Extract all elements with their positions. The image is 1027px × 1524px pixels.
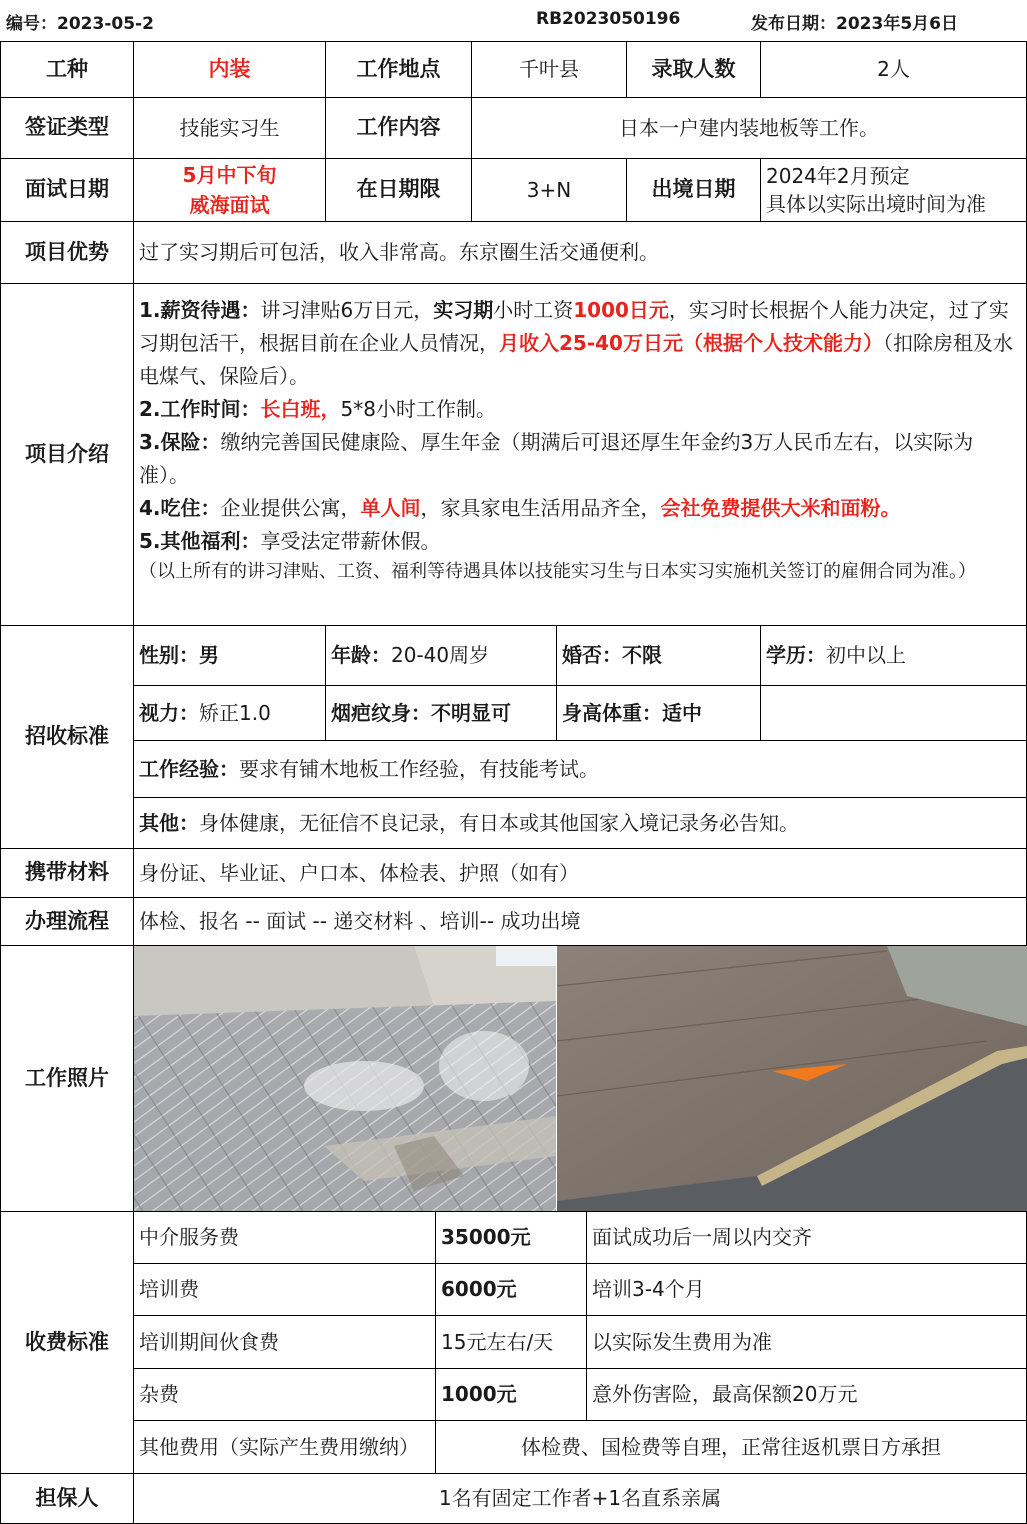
education-cell xyxy=(761,626,1027,686)
work-place-value: 千叶县 xyxy=(472,42,627,98)
height-weight-value: 适中 xyxy=(662,700,702,725)
gender-value: 男 xyxy=(199,643,219,668)
guarantor-text: 1名有固定工作者+1名直系亲属 xyxy=(134,1474,1027,1524)
housing-apartment: 企业提供公寓， xyxy=(220,496,361,520)
fee-item: 培训费 xyxy=(134,1264,436,1316)
floor-photo-1 xyxy=(134,946,556,1211)
insurance-heading: 3.保险： xyxy=(139,430,221,454)
education-value: 初中以上 xyxy=(826,643,906,668)
intro-welfare xyxy=(139,525,1020,558)
marriage-key: 婚否： xyxy=(562,643,622,668)
interview-date-line: 5月中下旬 xyxy=(182,163,277,187)
height-weight-key: 身高体重： xyxy=(562,700,662,725)
experience-key: 工作经验： xyxy=(139,756,239,781)
fee-item: 培训期间伙食费 xyxy=(134,1316,436,1369)
vision-cell xyxy=(134,686,326,741)
insurance-text: 缴纳完善国民健康险、厚生年金（期满后可退还厚生年金约3万人民币左右，以实际为准）。 xyxy=(139,430,974,487)
visa-type-label: 签证类型 xyxy=(1,98,134,159)
fees-label: 收费标准 xyxy=(1,1212,134,1474)
salary-allowance: 讲习津贴6万日元， xyxy=(260,298,434,322)
fee-item: 杂费 xyxy=(134,1369,436,1421)
hire-count-value: 2人 xyxy=(761,42,1027,98)
gender-key: 性别： xyxy=(139,643,199,668)
standard-label: 招收标准 xyxy=(1,626,134,849)
fee-note: 培训3-4个月 xyxy=(587,1264,1027,1316)
salary-desc: ，实习时长根据个人能力决定，过了实习期包活干，根据目前在企业人员情况， xyxy=(139,298,1009,355)
departure-note-line: 具体以实际出境时间为准 xyxy=(766,192,986,216)
height-weight-cell xyxy=(557,686,761,741)
intro-salary xyxy=(139,294,1020,393)
age-key: 年龄： xyxy=(331,643,391,668)
intro-housing xyxy=(139,492,1020,525)
age-value: 20-40周岁 xyxy=(391,643,490,668)
interview-place-line: 威海面试 xyxy=(189,193,270,217)
floor-photo-2 xyxy=(557,946,1027,1211)
fee-amount: 15元左右/天 xyxy=(436,1316,587,1369)
intro-content xyxy=(134,284,1027,626)
welfare-heading: 5.其他福利： xyxy=(139,529,261,553)
age-cell xyxy=(326,626,557,686)
housing-furnished: ，家具家电生活用品齐全， xyxy=(420,496,661,520)
laminate-floor-image xyxy=(557,946,1027,1211)
work-place-label: 工作地点 xyxy=(326,42,472,98)
education-key: 学历： xyxy=(766,643,826,668)
advantage-text: 过了实习期后可包活，收入非常高。东京圈生活交通便利。 xyxy=(134,222,1027,284)
process-label: 办理流程 xyxy=(1,898,134,946)
housing-heading: 4.吃住： xyxy=(139,496,221,520)
work-content-label: 工作内容 xyxy=(326,98,472,159)
salary-monthly: 月收入25-40万日元（根据个人技术能力） xyxy=(499,331,883,355)
process-text: 体检、报名 -- 面试 -- 递交材料 、培训-- 成功出境 xyxy=(134,898,1027,946)
vision-key: 视力： xyxy=(139,700,199,725)
tattoo-key: 烟疤纹身： xyxy=(331,700,431,725)
housing-single-room: 单人间 xyxy=(360,496,421,520)
welfare-text: 享受法定带薪休假。 xyxy=(260,529,441,553)
vision-value: 矫正1.0 xyxy=(199,700,271,725)
marriage-value: 不限 xyxy=(622,643,662,668)
hours-shift: 长白班， xyxy=(260,397,341,421)
other-req-value: 身体健康，无征信不良记录，有日本或其他国家入境记录务必告知。 xyxy=(199,810,799,835)
gender-cell xyxy=(134,626,326,686)
marriage-cell xyxy=(557,626,761,686)
interview-date-label: 面试日期 xyxy=(1,159,134,222)
tattoo-value: 不明显可 xyxy=(431,700,511,725)
salary-hourly-label: 小时工资 xyxy=(493,298,574,322)
hours-system: 5*8小时工作制。 xyxy=(340,397,496,421)
fee-item: 中介服务费 xyxy=(134,1212,436,1264)
photos-label: 工作照片 xyxy=(1,946,134,1212)
salary-period: 实习期 xyxy=(433,298,494,322)
interview-date-value xyxy=(134,159,326,222)
hire-count-label: 录取人数 xyxy=(627,42,761,98)
fee-amount: 6000元 xyxy=(436,1264,587,1316)
advantage-label: 项目优势 xyxy=(1,222,134,284)
salary-heading: 1.薪资待遇： xyxy=(139,298,261,322)
work-content-value: 日本一户建内装地板等工作。 xyxy=(472,98,1027,159)
fee-amount: 1000元 xyxy=(436,1369,587,1421)
tattoo-cell xyxy=(326,686,557,741)
job-type-label: 工种 xyxy=(1,42,134,98)
departure-date-line: 2024年2月预定 xyxy=(766,164,910,188)
salary-deduction-note: （扣除房租及水电煤气、保险后）。 xyxy=(139,331,1013,388)
experience-value: 要求有铺木地板工作经验，有技能考试。 xyxy=(239,756,599,781)
materials-text: 身份证、毕业证、户口本、体检表、护照（如有） xyxy=(134,849,1027,898)
other-req-key: 其他： xyxy=(139,810,199,835)
fee-other-note: 体检费、国检费等自理，正常往返机票日方承担 xyxy=(436,1421,1027,1474)
hours-heading: 2.工作时间： xyxy=(139,397,261,421)
term-value: 3+N xyxy=(472,159,627,222)
fee-amount: 35000元 xyxy=(436,1212,587,1264)
intro-hours xyxy=(139,393,1020,426)
intro-note: （以上所有的讲习津贴、工资、福利等待遇具体以技能实习生与日本实习实施机关签订的雇佣合同为准。） xyxy=(139,561,976,582)
other-req-cell xyxy=(134,798,1027,849)
departure-label: 出境日期 xyxy=(627,159,761,222)
publish-date: 发布日期：2023年5月6日 xyxy=(751,14,958,34)
materials-label: 携带材料 xyxy=(1,849,134,898)
experience-cell xyxy=(134,741,1027,798)
herringbone-floor-image xyxy=(134,946,556,1211)
intro-label: 项目介绍 xyxy=(1,284,134,626)
fee-note: 意外伤害险，最高保额20万元 xyxy=(587,1369,1027,1421)
fee-note: 面试成功后一周以内交齐 xyxy=(587,1212,1027,1264)
job-type-value: 内装 xyxy=(134,42,326,98)
term-label: 在日期限 xyxy=(326,159,472,222)
intro-insurance xyxy=(139,426,1020,492)
reference-code: RB2023050196 xyxy=(536,9,681,29)
departure-value xyxy=(761,159,1027,222)
empty-cell xyxy=(761,686,1027,741)
fee-other-item: 其他费用（实际产生费用缴纳） xyxy=(134,1421,436,1474)
visa-type-value: 技能实习生 xyxy=(134,98,326,159)
housing-free-food: 会社免费提供大米和面粉。 xyxy=(660,496,901,520)
serial-number: 编号：2023-05-2 xyxy=(6,14,154,34)
guarantor-label: 担保人 xyxy=(1,1474,134,1524)
salary-hourly-value: 1000日元 xyxy=(573,298,669,322)
fee-note: 以实际发生费用为准 xyxy=(587,1316,1027,1369)
